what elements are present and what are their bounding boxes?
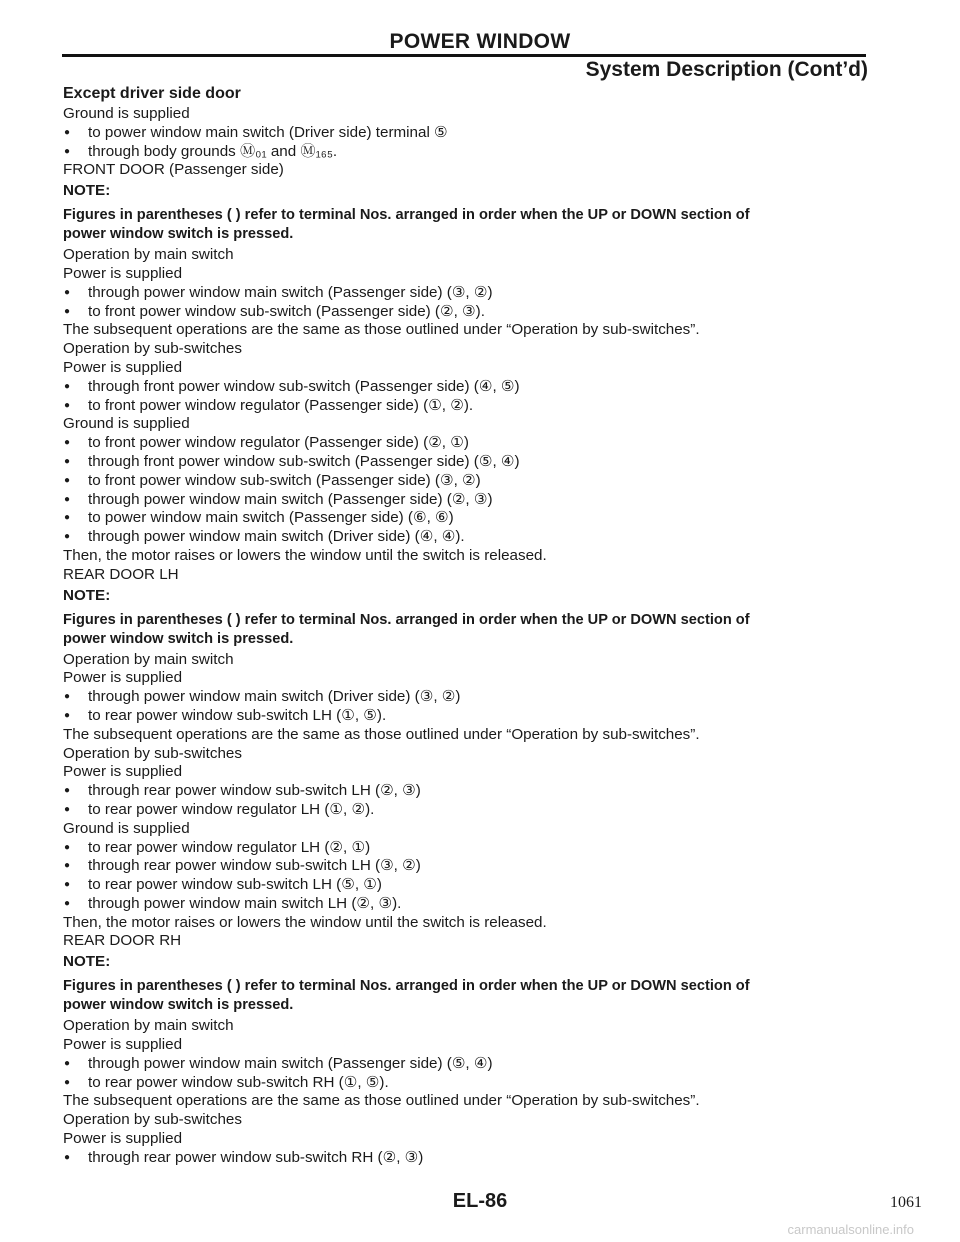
text-line: Power is supplied (63, 1036, 183, 1054)
header-rule (62, 54, 866, 57)
text-line: Power is supplied (63, 763, 183, 781)
bullet-item: ● through power window main switch (Driver side) (③, ②) (63, 688, 863, 707)
bullet-item: ● to rear power window sub-switch LH (①, ⑤). (63, 707, 863, 726)
page-code: EL-86 (452, 1190, 508, 1212)
text-line: Ground is supplied (63, 105, 190, 122)
bullet-item: ● through power window main switch (Passenger side) (③, ②) (63, 284, 863, 303)
text-line: Operation by main switch (63, 650, 234, 668)
text-line: REAR DOOR LH (63, 565, 179, 583)
bullet-item: ● through power window main switch (Driver side) (④, ④). (63, 528, 863, 547)
text-line: Operation by sub-switches (63, 744, 242, 762)
text-line: Ground is supplied (63, 819, 190, 837)
bullet-item: ● to rear power window regulator LH (②, ①) (63, 839, 863, 858)
text-line: Operation by sub-switches (63, 340, 242, 358)
bullet-item: ● to power window main switch (Passenger side) (⑥, ⑥) (63, 509, 863, 528)
note-text: power window switch is pressed. (63, 997, 294, 1014)
text-line: Operation by main switch (63, 1017, 234, 1035)
text-line: The subsequent operations are the same as those outlined under “Operation by sub-switches”. (63, 725, 700, 743)
text-line: Then, the motor raises or lowers the window until the switch is released. (63, 546, 547, 564)
note-text: power window switch is pressed. (63, 226, 294, 243)
bullet-item: ● through power window main switch LH (②, ③). (63, 895, 863, 914)
body-text (63, 83, 863, 1168)
page-title: POWER WINDOW (389, 30, 571, 53)
text-line: FRONT DOOR (Passenger side) (63, 161, 284, 179)
bullet-item: ● through front power window sub-switch (Passenger side) (⑤, ④) (63, 453, 863, 472)
text-line: Operation by main switch (63, 246, 234, 264)
bullet-item: ● to front power window sub-switch (Passenger side) (③, ②) (63, 472, 863, 491)
bullet-item: ● to rear power window regulator LH (①, ②). (63, 801, 863, 820)
text-line: Power is supplied (63, 1130, 183, 1148)
note-text: power window switch is pressed. (63, 630, 294, 647)
bullet-item: ● through front power window sub-switch (Passenger side) (④, ⑤) (63, 378, 863, 397)
text-line: Power is supplied (63, 358, 183, 376)
bullet-item: ● through body grounds Ⓜ₀₁ and Ⓜ₁₆₅. (63, 143, 863, 162)
text-line: The subsequent operations are the same as those outlined under “Operation by sub-switches”. (63, 1092, 700, 1110)
bullet-item: ● through rear power window sub-switch LH (③, ②) (63, 857, 863, 876)
sheet-number: 1061 (890, 1194, 922, 1211)
bullet-item: ● through power window main switch (Passenger side) (②, ③) (63, 491, 863, 510)
note-text: Figures in parentheses ( ) refer to terminal Nos. arranged in order when the UP or DOWN section of (63, 207, 750, 224)
text-line: REAR DOOR RH (63, 932, 182, 950)
watermark: carmanualsonline.info (787, 1222, 914, 1237)
page-subtitle: System Description (Cont’d) (585, 58, 868, 81)
text-line: Power is supplied (63, 264, 183, 282)
note-text: Figures in parentheses ( ) refer to terminal Nos. arranged in order when the UP or DOWN section of (63, 978, 750, 995)
section-heading: Except driver side door (63, 85, 241, 102)
text-line: The subsequent operations are the same as those outlined under “Operation by sub-switches”. (63, 321, 700, 339)
bullet-item: ● through power window main switch (Passenger side) (⑤, ④) (63, 1055, 863, 1074)
bullet-item: ● through rear power window sub-switch RH (②, ③) (63, 1149, 863, 1168)
bullet-item: ● to power window main switch (Driver side) terminal ⑤ (63, 124, 863, 143)
text-line: Ground is supplied (63, 415, 190, 433)
bullet-item: ● to rear power window sub-switch LH (⑤, ①) (63, 876, 863, 895)
bullet-item: ● through rear power window sub-switch LH (②, ③) (63, 782, 863, 801)
note-label: NOTE: (63, 182, 111, 200)
note-label: NOTE: (63, 953, 111, 971)
text-line: Operation by sub-switches (63, 1111, 242, 1129)
bullet-item: ● to front power window regulator (Passenger side) (②, ①) (63, 434, 863, 453)
text-line: Then, the motor raises or lowers the window until the switch is released. (63, 913, 547, 931)
bullet-item: ● to front power window regulator (Passenger side) (①, ②). (63, 397, 863, 416)
note-label: NOTE: (63, 586, 111, 604)
text-line: Power is supplied (63, 669, 183, 687)
note-text: Figures in parentheses ( ) refer to terminal Nos. arranged in order when the UP or DOWN section of (63, 611, 750, 628)
bullet-item: ● to rear power window sub-switch RH (①, ⑤). (63, 1074, 863, 1093)
bullet-item: ● to front power window sub-switch (Passenger side) (②, ③). (63, 303, 863, 322)
